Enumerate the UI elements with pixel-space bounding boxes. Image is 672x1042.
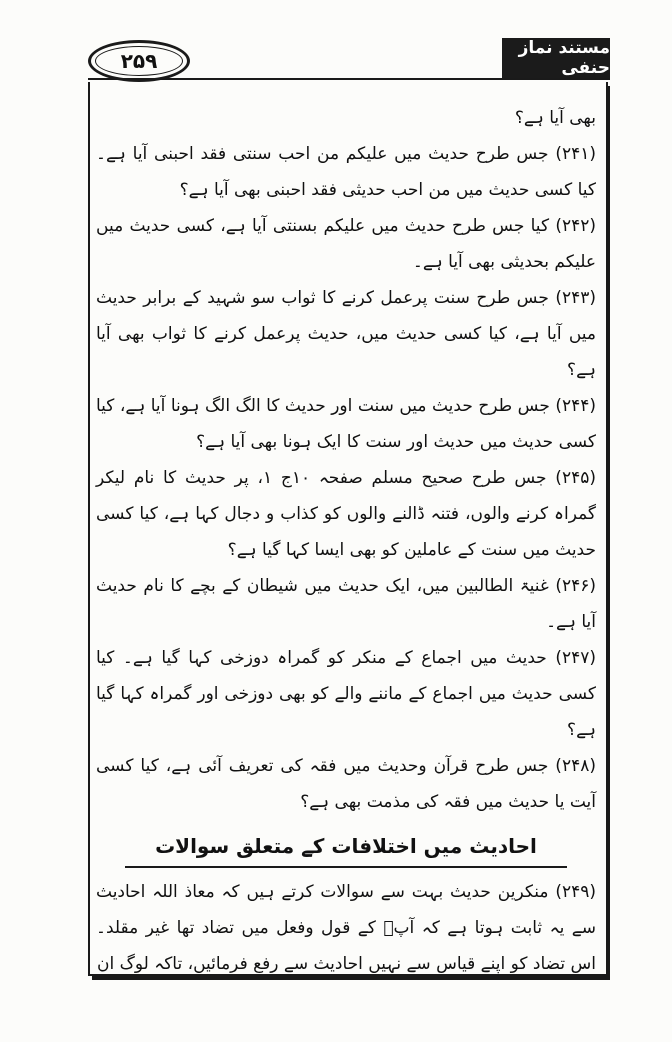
book-title: مستند نماز حنفی [518, 38, 610, 78]
page-number-inner-ring [95, 46, 183, 76]
page-number: ۲۵۹ [120, 49, 158, 73]
question-241: (۲۴۱) جس طرح حدیث میں علیکم من احب سنتی فقد احبنی آیا ہے۔ کیا کسی حدیث میں من احب حدیثی فقد احبنی بھی آیا ہے؟ [96, 144, 596, 200]
page-content [96, 100, 596, 982]
question-248: (۲۴۸) جس طرح قرآن وحدیث میں فقہ کی تعریف آئی ہے، کیا کسی آیت یا حدیث میں فقہ کی مذمت بھی ہے؟ [96, 756, 596, 812]
question-244: (۲۴۴) جس طرح حدیث میں سنت اور حدیث کا الگ الگ ہونا آیا ہے، کیا کسی حدیث میں حدیث اور سنت کا ایک ہونا بھی آیا ہے؟ [96, 396, 596, 452]
question-246: (۲۴۶) غنیۃ الطالبین میں، ایک حدیث میں شیطان کے بچے کا نام حدیث آیا ہے۔ [96, 576, 596, 632]
question-242: (۲۴۲) کیا جس طرح حدیث میں علیکم بسنتی آیا ہے، کسی حدیث میں علیکم بحدیثی بھی آیا ہے۔ [96, 216, 596, 272]
book-title-banner [502, 38, 610, 78]
question-243: (۲۴۳) جس طرح سنت پرعمل کرنے کا ثواب سو شہید کے برابر حدیث میں آیا ہے، کیا کسی حدیث میں، حدیث پرعمل کرنے کا ثواب بھی آیا ہے؟ [96, 288, 596, 380]
page-number-badge [88, 40, 190, 82]
paragraph-continued: بھی آیا ہے؟ [514, 108, 596, 128]
section-heading [96, 828, 596, 868]
question-249: (۲۴۹) منکرین حدیث بہت سے سوالات کرتے ہیں کہ معاذ اللہ احادیث سے یہ ثابت ہوتا ہے کہ آپؐ کے قول وفعل میں تضاد تھا غیر مقلد۔ اس تضاد کو اپنے قیاس سے نہیں احادیث سے رفع فرمائیں، تاکہ لوگ ان [96, 882, 596, 974]
section-heading-text: احادیث میں اختلافات کے متعلق سوالات [125, 828, 567, 868]
question-247: (۲۴۷) حدیث میں اجماع کے منکر کو گمراہ دوزخی کہا گیا ہے۔ کیا کسی حدیث میں اجماع کے ماننے والے کو بھی دوزخی اور گمراہ کہا گیا ہے؟ [96, 648, 596, 740]
question-245: (۲۴۵) جس طرح صحیح مسلم صفحہ ۱۰ج ۱، پر حدیث کا نام لیکر گمراہ کرنے والوں، فتنہ ڈالنے والوں کو کذاب و دجال کہا ہے، کیا کسی حدیث میں سنت کے عاملین کو بھی ایسا کہا گیا ہے؟ [96, 468, 596, 560]
frame-shadow-right [606, 86, 610, 978]
header-rule [88, 78, 610, 80]
